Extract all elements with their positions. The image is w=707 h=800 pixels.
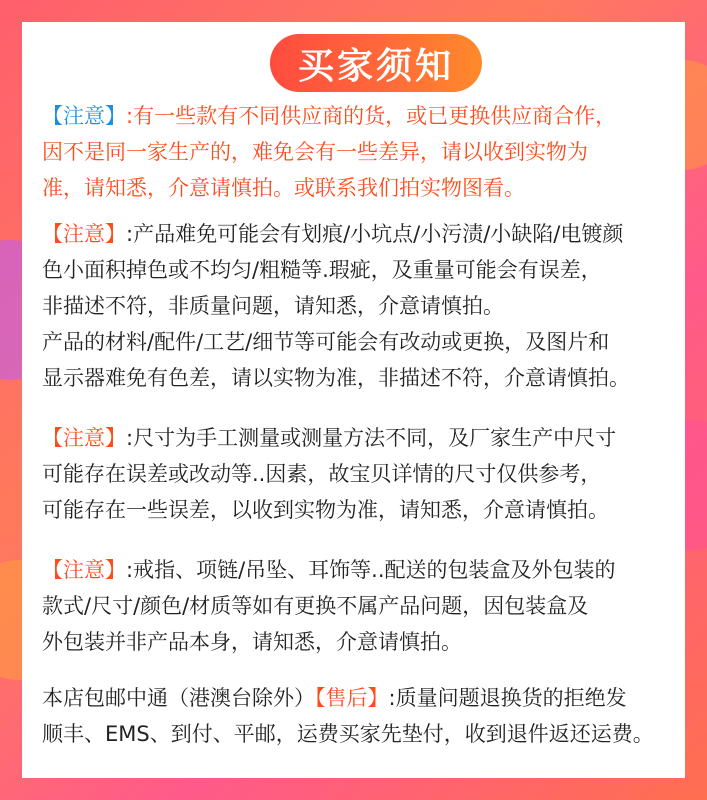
notice-panel (22, 22, 685, 778)
notice-text: 可能存在误差或改动等..因素，故宝贝详情的尺寸仅供参考， (42, 462, 602, 486)
notice-text: 因不是同一家生产的，难免会有一些差异，请以收到实物为 (42, 140, 588, 164)
notice-size (42, 420, 672, 528)
notice-tag: 【注意】 (42, 222, 126, 246)
notice-text: :产品难免可能会有划痕/小坑点/小污渍/小缺陷/电镀颜 (126, 222, 624, 246)
notice-text: 显示器难免有色差，请以实物为准，非描述不符，介意请慎拍。 (42, 366, 630, 390)
notice-tag: 【注意】 (42, 558, 126, 582)
notice-text: 款式/尺寸/颜色/材质等如有更换不属产品问题，因包装盒及 (42, 594, 589, 618)
notice-text: 色小面积掉色或不均匀/粗糙等.瑕疵，及重量可能会有误差， (42, 258, 602, 282)
notice-text: 产品的材料/配件/工艺/细节等可能会有改动或更换，及图片和 (42, 330, 610, 354)
notice-defects (42, 216, 672, 396)
notice-text: 非描述不符，非质量问题，请知悉，介意请慎拍。 (42, 294, 504, 318)
shipping-text: 本店包邮中通（港澳台除外） (42, 686, 315, 710)
notice-text: :戒指、项链/吊坠、耳饰等..配送的包装盒及外包装的 (126, 558, 616, 582)
notice-text: :有一些款有不同供应商的货，或已更换供应商合作， (126, 104, 617, 128)
notice-text: 外包装并非产品本身，请知悉，介意请慎拍。 (42, 630, 462, 654)
notice-supplier (42, 98, 672, 206)
notice-text: :尺寸为手工测量或测量方法不同，及厂家生产中尺寸 (126, 426, 617, 450)
notice-tag: 【注意】 (42, 104, 126, 128)
shipping-text: :质量问题退换货的拒绝发 (388, 686, 627, 710)
notice-shipping (42, 680, 672, 752)
notice-tag: 【注意】 (42, 426, 126, 450)
after-sales-tag: 【售后】 (315, 686, 389, 710)
page-title: 买家须知 (270, 34, 482, 92)
notice-text: 准，请知悉，介意请慎拍。或联系我们拍实物图看。 (42, 176, 525, 200)
shipping-text: 顺丰、EMS、到付、平邮，运费买家先垫付，收到退件返还运费。 (42, 722, 654, 746)
notice-text: 可能存在一些误差，以收到实物为准，请知悉，介意请慎拍。 (42, 498, 609, 522)
notice-packaging (42, 552, 672, 660)
